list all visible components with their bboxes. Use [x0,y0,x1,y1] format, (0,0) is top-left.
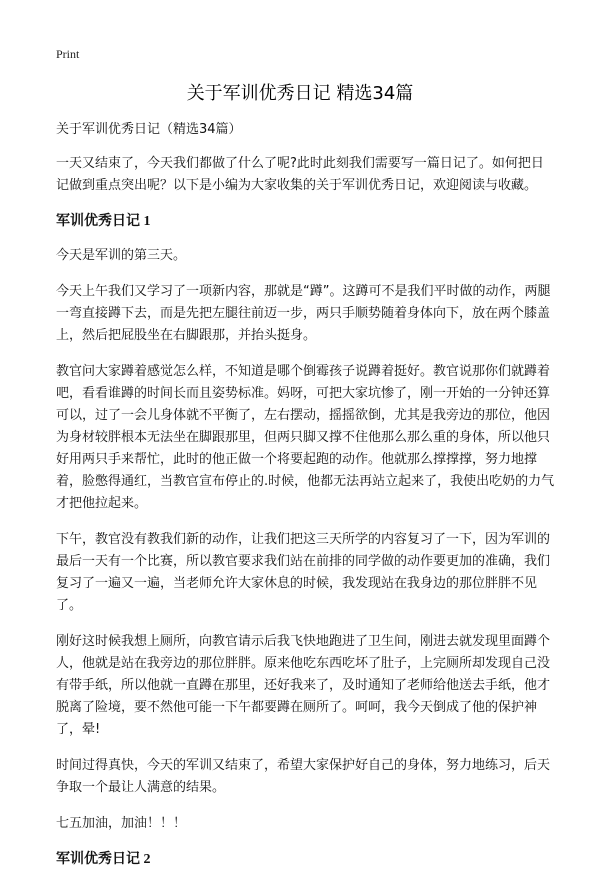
article-subtitle: 关于军训优秀日记（精选34篇） [56,122,242,137]
paragraph: 今天上午我们又学习了一项新内容，那就是“蹲”。这蹲可不是我们平时做的动作，两腿一弯直接蹲下去，而是先把左腿往前迈一步，两只手顺势随着身体向下，放在两个膝盖上，然后把屁股坐在右脚跟那，并抬头挺身。 [56,284,551,343]
section-heading-2: 军训优秀日记 2 [56,852,151,867]
section-heading-1: 军训优秀日记 1 [56,214,151,229]
print-link[interactable]: Print [56,47,80,61]
paragraph: 刚好这时候我想上厕所，向教官请示后我飞快地跑进了卫生间，刚进去就发现里面蹲个人，他就是站在我旁边的那位胖胖。原来他吃东西吃坏了肚子，上完厕所却发现自己没有带手纸，所以他就一直蹲在那里，还好我来了，及时通知了老师给他送去手纸，他才脱离了险境，要不然他可能一下午都要蹲在厕所了。呵呵，我今天倒成了他的保护神了，晕! [56,634,551,737]
page-title: 关于军训优秀日记 精选34篇 [186,83,414,104]
paragraph: 今天是军训的第三天。 [56,248,187,263]
paragraph: 教官问大家蹲着感觉怎么样，不知道是哪个倒霉孩子说蹲着挺好。教官说那你们就蹲着吧，看看谁蹲的时间长而且姿势标准。妈呀，可把大家坑惨了，刚一开始的一分钟还算可以，过了一会儿身体就不平衡了，左右摆动，摇摇欲倒，尤其是我旁边的那位，他因为身材较胖根本无法坐在脚跟那里，但两只脚又撑不住他那么那么重的身体，所以他只好用两只手来帮忙，此时的他正做一个将要起跑的动作。他就那么撑撑撑，努力地撑着，脸憋得通红，当教官宣布停止的.时候，他都无法再站立起来了，我使出吃奶的力气才把他拉起来。 [56,364,555,511]
paragraph: 七五加油，加油！！！ [56,816,187,831]
paragraph: 下午，教官没有教我们新的动作，让我们把这三天所学的内容复习了一下，因为军训的最后一天有一个比赛，所以教官要求我们站在前排的同学做的动作要更加的准确，我们复习了一遍又一遍，当老师允许大家休息的时候，我发现站在我身边的那位胖胖不见了。 [56,532,551,613]
article-body [56,119,556,883]
paragraph: 时间过得真快，今天的军训又结束了，希望大家保护好自己的身体，努力地练习，后天争取一个最让人满意的结果。 [56,758,551,795]
intro-paragraph: 一天又结束了，今天我们都做了什么了呢?此时此刻我们需要写一篇日记了。如何把日记做到重点突出呢？以下是小编为大家收集的关于军训优秀日记，欢迎阅读与收藏。 [56,156,544,193]
